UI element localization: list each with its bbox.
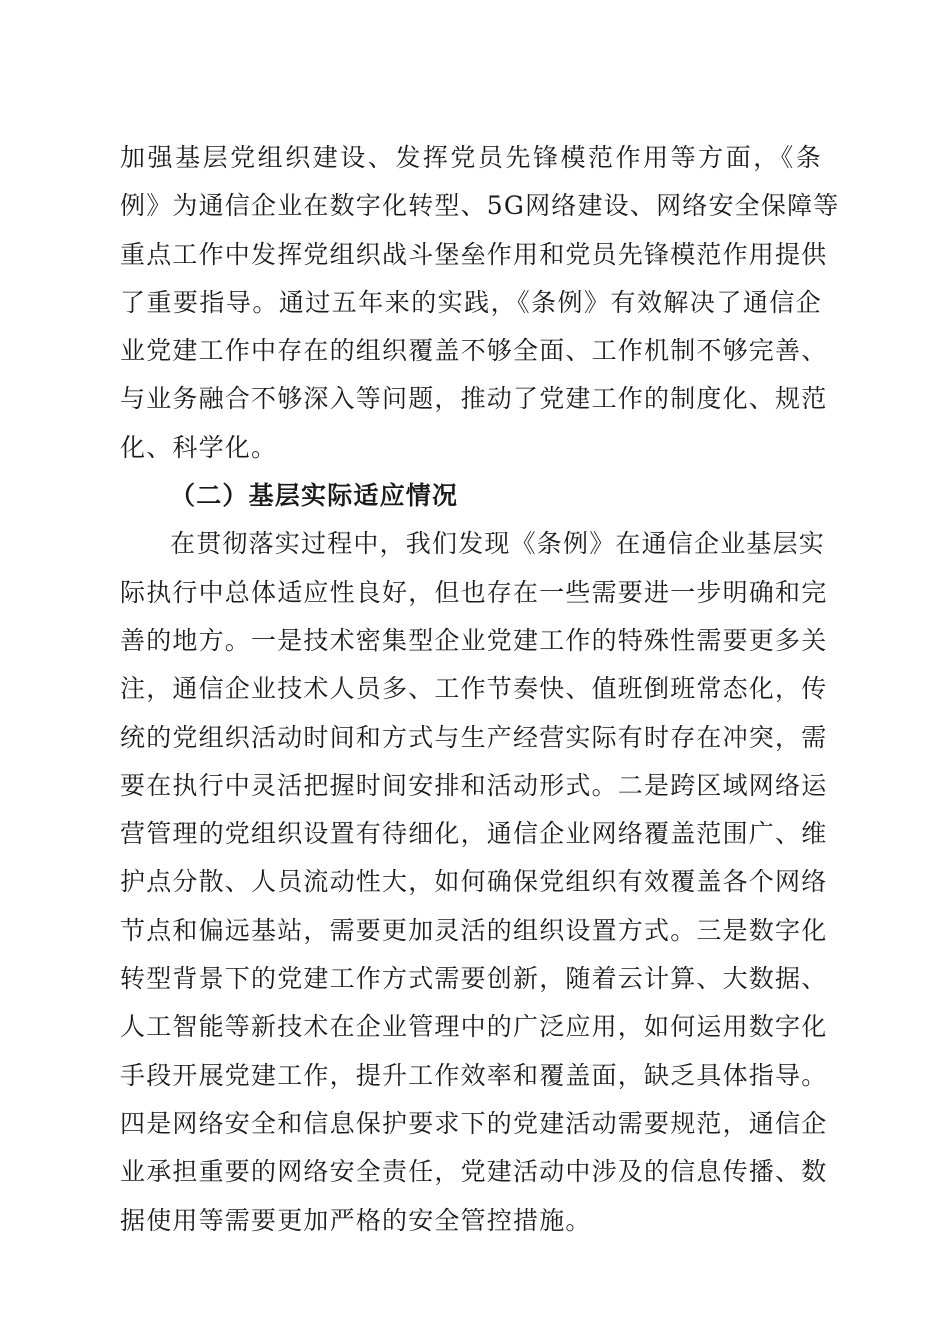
text-line: 据使用等需要更加严格的安全管控措施。 — [120, 1205, 592, 1235]
document-body — [120, 134, 840, 1245]
text-line: 例》为通信企业在数字化转型、5G网络建设、网络安全保障等 — [120, 191, 840, 221]
text-line: 营管理的党组织设置有待细化，通信企业网络覆盖范围广、维 — [120, 819, 828, 849]
text-line: 统的党组织活动时间和方式与生产经营实际有时存在冲突，需 — [120, 722, 828, 752]
text-line: 业承担重要的网络安全责任，党建活动中涉及的信息传播、数 — [120, 1157, 828, 1187]
text-line: 在贯彻落实过程中，我们发现《条例》在通信企业基层实 — [170, 529, 826, 559]
text-line: 业党建工作中存在的组织覆盖不够全面、工作机制不够完善、 — [120, 336, 828, 366]
text-line: 人工智能等新技术在企业管理中的广泛应用，如何运用数字化 — [120, 1012, 828, 1042]
text-line: 四是网络安全和信息保护要求下的党建活动需要规范，通信企 — [120, 1108, 828, 1138]
text-line: 与业务融合不够深入等问题，推动了党建工作的制度化、规范 — [120, 384, 828, 414]
text-line: 要在执行中灵活把握时间安排和活动形式。二是跨区域网络运 — [120, 770, 828, 800]
paragraph-1 — [120, 134, 840, 472]
text-line: 转型背景下的党建工作方式需要创新，随着云计算、大数据、 — [120, 964, 828, 994]
text-line: 了重要指导。通过五年来的实践，《条例》有效解决了通信企 — [120, 287, 822, 317]
text-line: 节点和偏远基站，需要更加灵活的组织设置方式。三是数字化 — [120, 915, 828, 945]
text-line: 重点工作中发挥党组织战斗堡垒作用和党员先锋模范作用提供 — [120, 239, 828, 269]
text-line: 际执行中总体适应性良好，但也存在一些需要进一步明确和完 — [120, 577, 828, 607]
text-line: 加强基层党组织建设、发挥党员先锋模范作用等方面，《条 — [120, 143, 822, 172]
text-line: 护点分散、人员流动性大，如何确保党组织有效覆盖各个网络 — [120, 867, 828, 897]
text-line: 化、科学化。 — [120, 432, 278, 462]
text-line: 注，通信企业技术人员多、工作节奏快、值班倒班常态化，传 — [120, 674, 828, 704]
section-heading: （二）基层实际适应情况 — [170, 481, 459, 511]
text-line: 手段开展党建工作，提升工作效率和覆盖面，缺乏具体指导。 — [120, 1060, 828, 1090]
text-line: 善的地方。一是技术密集型企业党建工作的特殊性需要更多关 — [120, 625, 828, 655]
paragraph-2 — [120, 520, 828, 1244]
